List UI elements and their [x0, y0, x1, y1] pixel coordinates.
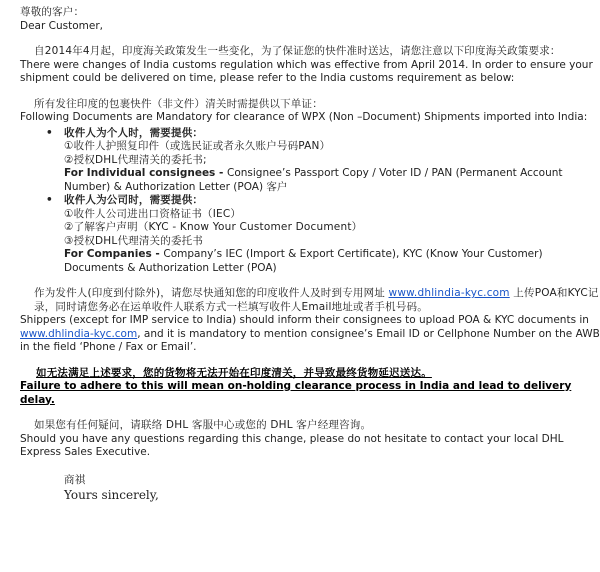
individual-desc: Consignee’s Passport Copy / Voter ID / PAN (Permanent Account Number) & Authorization Letter (POA) 客户	[64, 167, 563, 193]
intro-paragraph	[20, 45, 600, 86]
shipper-cn	[20, 287, 600, 314]
questions-paragraph	[20, 419, 600, 460]
company-en	[64, 248, 600, 275]
documents-en: Following Documents are Mandatory for clearance of WPX (Non –Document) Shipments imported into India:	[20, 111, 588, 123]
greeting-cn: 尊敬的客户：	[20, 6, 85, 18]
company-item-2: ②了解客户声明（KYC - Know Your Customer Document）	[64, 221, 363, 233]
warning-block	[20, 367, 600, 408]
signature	[20, 474, 600, 504]
shipper-paragraph	[20, 287, 600, 355]
documents-cn: 所有发往印度的包裹快件（非文件）清关时需提供以下单证：	[34, 97, 323, 110]
kyc-link-en[interactable]: www.dhlindia-kyc.com	[20, 327, 138, 340]
list-item-company	[20, 194, 600, 275]
bullet-icon: •	[46, 194, 53, 206]
individual-heading: 收件人为个人时，需要提供：	[64, 126, 204, 139]
greeting-en: Dear Customer,	[20, 19, 103, 32]
individual-item-1: ①收件人护照复印件（或选民证或者永久账户号码PAN）	[64, 140, 331, 152]
intro-en: There were changes of India customs regulation which was effective from April 2014. In order to ensure your shipment could be delivered on time, please refer to the India customs requirement as below:	[20, 58, 593, 84]
company-item-3: ③授权DHL代理清关的委托书	[64, 234, 204, 247]
shipper-cn-before: 作为发件人(印度到付除外)，请您尽快通知您的印度收件人及时到专用网址	[34, 287, 389, 299]
company-heading: 收件人为公司时，需要提供：	[64, 194, 204, 206]
company-desc: Company’s IEC (Import & Export Certificate), KYC (Know Your Customer) Documents & Authorization Letter (POA)	[64, 248, 543, 274]
individual-label: For Individual consignees -	[64, 167, 227, 179]
documents-paragraph	[20, 98, 600, 125]
questions-cn: 如果您有任何疑问，请联络 DHL 客服中心或您的 DHL 客户经理咨询。	[34, 419, 372, 431]
individual-en	[64, 167, 600, 194]
shipper-en	[20, 314, 600, 355]
warning-en: Failure to adhere to this will mean on-holding clearance process in India and lead to delivery delay.	[20, 380, 572, 406]
shipper-en-after: , and it is mandatory to mention consignee’s Email ID or Cellphone Number on the AWB in the field ‘Phone / Fax or Email’.	[20, 327, 600, 353]
intro-cn: 自2014年4月起，印度海关政策发生一些变化，为了保证您的快件准时送达，请您注意以下印度海关政策要求：	[34, 45, 561, 57]
kyc-link-cn[interactable]: www.dhlindia-kyc.com	[388, 287, 510, 299]
individual-item-2: ②授权DHL代理清关的委托书;	[64, 153, 207, 166]
list-item-individual	[20, 127, 600, 195]
company-label: For Companies -	[64, 248, 164, 260]
shipper-cn-after: 上传POA和KYC记录，同时请您务必在运单收件人联系方式一栏填写收件人Email地址或者手机号码。	[34, 287, 599, 313]
questions-en: Should you have any questions regarding this change, please do not hesitate to contact your local DHL Express Sales Executive.	[20, 432, 564, 458]
warning-cn: 如无法满足上述要求，您的货物将无法开始在印度清关，并导致最终货物延迟送达。	[36, 366, 432, 379]
sign-cn: 商祺	[64, 473, 86, 486]
requirements-list	[20, 127, 600, 276]
shipper-en-before: Shippers (except for IMP service to India) should inform their consignees to upload POA & KYC documents in	[20, 314, 589, 326]
sign-en: Yours sincerely,	[64, 488, 159, 502]
bullet-icon: •	[46, 126, 53, 139]
company-item-1: ①收件人公司进出口资格证书（IEC）	[64, 207, 242, 220]
